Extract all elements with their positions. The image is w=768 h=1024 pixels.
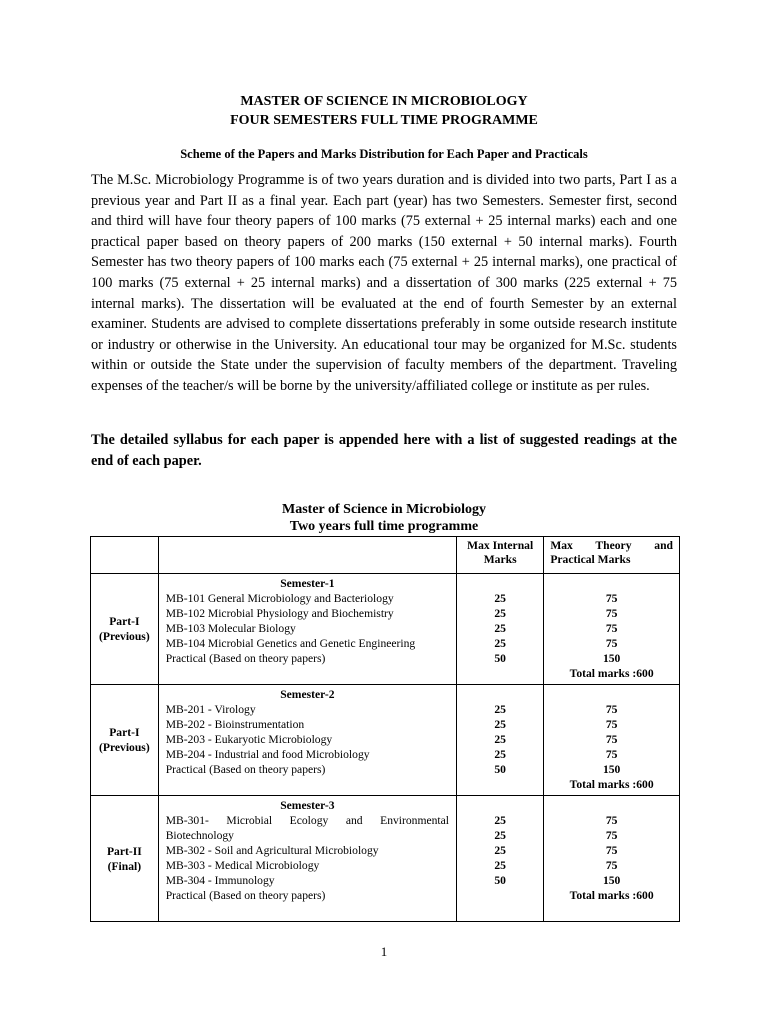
theory-mark: 75 [605,622,618,635]
internal-mark: 25 [494,748,506,761]
theory-mark: 75 [605,829,618,842]
theory-mark: 75 [605,733,618,746]
papers-cell [158,796,456,922]
theory-mark: 75 [605,607,618,620]
part-period: (Final) [107,859,142,873]
internal-mark: 25 [494,844,506,857]
header-internal-line2: Marks [483,553,517,566]
paper-item: MB-201 - Virology [165,703,256,716]
part-cell [91,685,159,796]
paper-item: MB-301- Microbial Ecology and Environmental [165,814,450,827]
paper-item: Practical (Based on theory papers) [165,652,326,665]
syllabus-note: The detailed syllabus for each paper is appended here with a list of suggested readings at the end of each paper. [91,432,677,469]
table-row [91,796,680,922]
internal-marks-cell [457,574,544,685]
part-cell [91,796,159,922]
internal-mark: 50 [494,652,506,665]
part-label: Part-I [109,615,140,628]
header-internal-line1: Max Internal [467,539,534,552]
table-row [91,685,680,796]
header-theory-cell [544,537,680,574]
internal-mark: 25 [494,703,506,716]
theory-mark: 75 [605,637,618,650]
paper-item: Practical (Based on theory papers) [165,889,326,902]
internal-marks-cell [457,796,544,922]
paper-item: MB-303 - Medical Microbiology [165,859,320,872]
paper-item: MB-101 General Microbiology and Bacteriology [165,592,394,605]
paper-item: MB-304 - Immunology [165,874,275,887]
theory-mark: 75 [605,718,618,731]
document-title: MASTER OF SCIENCE IN MICROBIOLOGY [240,94,528,109]
internal-mark: 25 [494,637,506,650]
page-number: 1 [380,944,388,959]
theory-mark: 75 [605,592,618,605]
internal-mark: 25 [494,718,506,731]
theory-mark: 75 [605,814,618,827]
internal-mark: 25 [494,592,506,605]
theory-mark: 75 [605,859,618,872]
part-label: Part-I [109,726,140,739]
internal-mark: 25 [494,859,506,872]
header-internal-cell [457,537,544,574]
header-part-cell [91,537,159,574]
marks-table [90,536,680,922]
table-title: Master of Science in Microbiology [282,502,486,517]
paper-item: MB-203 - Eukaryotic Microbiology [165,733,333,746]
theory-mark: 75 [605,703,618,716]
internal-mark: 50 [494,763,506,776]
semester-heading: Semester-1 [280,577,335,590]
internal-mark: 50 [494,874,506,887]
paper-item: MB-204 - Industrial and food Microbiology [165,748,370,761]
paper-item: MB-102 Microbial Physiology and Biochemistry [165,607,394,620]
internal-mark: 25 [494,733,506,746]
intro-paragraph: The M.Sc. Microbiology Programme is of two years duration and is divided into two parts, Part I as a previous year and Part II as a final year. Each part (year) has two Semesters. Semester first, second and third will have four theory papers of 100 marks (75 external + 25 internal marks) each and one practical paper based on theory papers of 200 marks (150 external + 50 internal marks). Fourth Semester has two theory papers of 100 marks each (75 external + 25 internal marks), one practical of 100 marks (75 external + 25 internal marks) and a dissertation of 300 marks (225 external + 75 internal marks). The dissertation will be evaluated at the end of fourth Semester by an external examiner. Students are advised to complete dissertations preferably in some outside research institute or industry or otherwise in the University. An educational tour may be organized for M.Sc. students within or outside the State under the supervision of faculty members of the department. Traveling expenses of the teacher/s will be borne by the university/affiliated college or institute as per rules. [91,172,677,394]
theory-marks-cell [544,574,680,685]
total-marks: Total marks :600 [569,889,654,902]
part-period: (Previous) [99,741,150,754]
document-title-line2: FOUR SEMESTERS FULL TIME PROGRAMME [230,113,538,128]
semester-heading: Semester-2 [280,688,335,701]
semester-heading: Semester-3 [280,799,335,812]
header-paper-cell [158,537,456,574]
total-marks: Total marks :600 [569,667,654,680]
theory-mark: 150 [602,874,621,887]
paper-item: MB-302 - Soil and Agricultural Microbiology [165,844,379,857]
header-theory-line1: Max Theory and [550,539,673,552]
table-header-row [91,537,680,574]
internal-mark: 25 [494,814,506,827]
theory-marks-cell [544,685,680,796]
theory-mark: 150 [602,652,621,665]
document-subtitle: Scheme of the Papers and Marks Distribution for Each Paper and Practicals [180,147,588,161]
theory-marks-cell [544,796,680,922]
paper-item-continued: Biotechnology [165,829,234,842]
part-cell [91,574,159,685]
table-subtitle: Two years full time programme [289,519,479,534]
paper-item: Practical (Based on theory papers) [165,763,326,776]
papers-cell [158,574,456,685]
total-marks: Total marks :600 [569,778,654,791]
internal-mark: 25 [494,607,506,620]
paper-item: MB-104 Microbial Genetics and Genetic Engineering [165,637,416,650]
theory-mark: 75 [605,748,618,761]
theory-mark: 150 [602,763,621,776]
part-period: (Previous) [99,630,150,643]
internal-mark: 25 [494,829,506,842]
table-row [91,574,680,685]
papers-cell [158,685,456,796]
internal-marks-cell [457,685,544,796]
theory-mark: 75 [605,844,618,857]
paper-item: MB-103 Molecular Biology [165,622,296,635]
internal-mark: 25 [494,622,506,635]
header-theory-line2: Practical Marks [550,553,631,566]
paper-item: MB-202 - Bioinstrumentation [165,718,305,731]
part-label: Part-II [106,844,142,858]
